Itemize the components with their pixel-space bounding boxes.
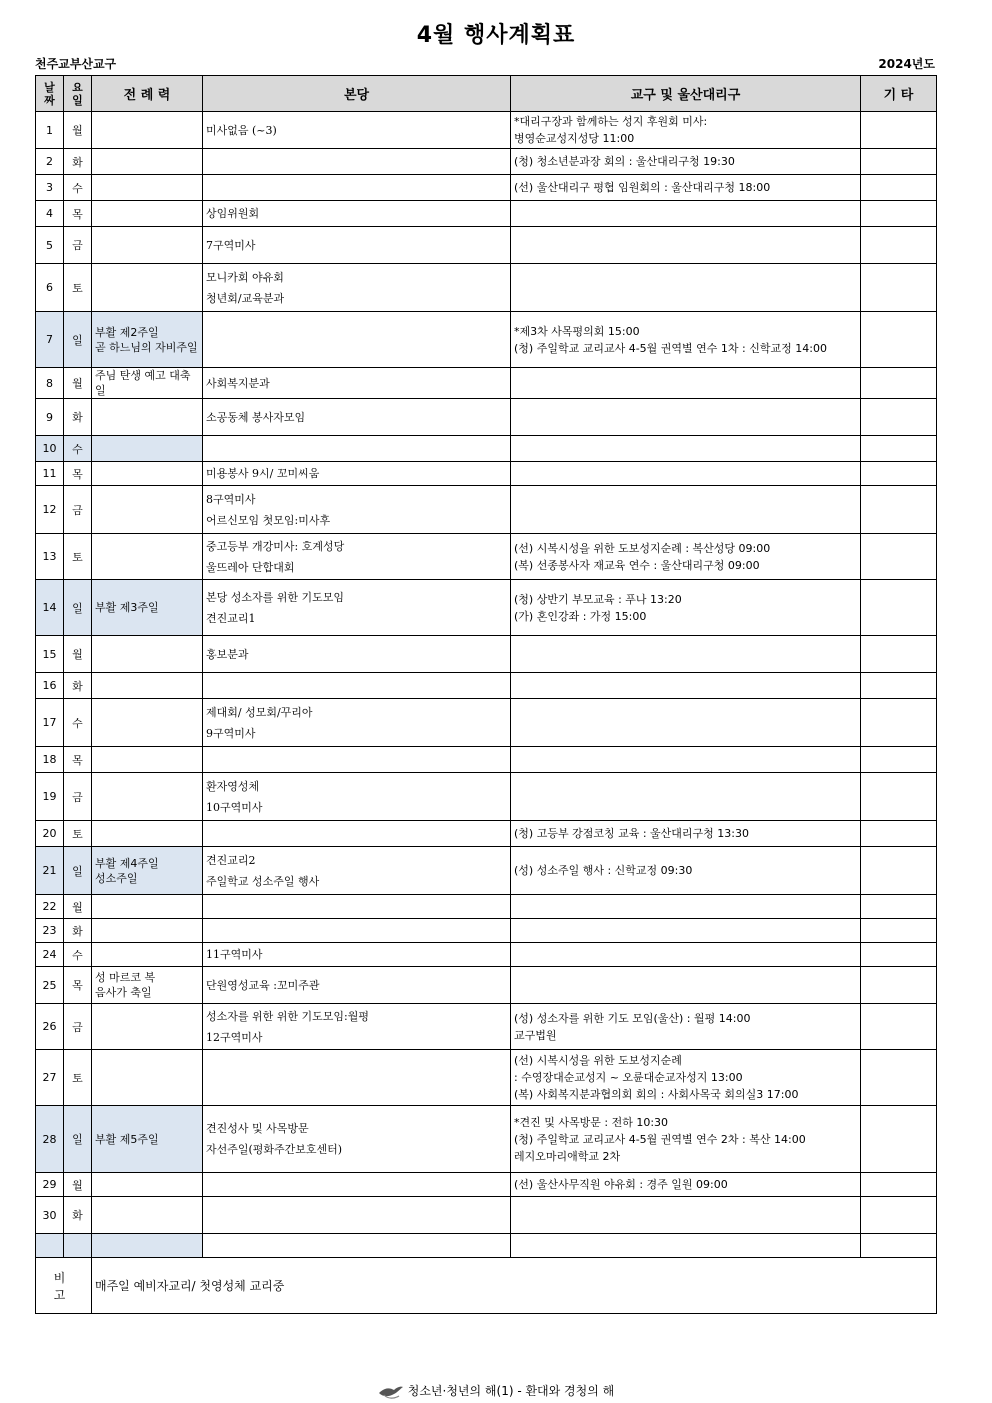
main-church-cell: 모니카회 야유회 청년회/교육분과	[203, 264, 511, 312]
day-cell: 30	[36, 1197, 64, 1234]
weekday-cell: 월	[64, 368, 92, 399]
note-label: 비 고	[36, 1258, 92, 1314]
main-church-cell	[203, 436, 511, 462]
day-cell: 8	[36, 368, 64, 399]
day-cell: 29	[36, 1173, 64, 1197]
diocese-cell	[511, 201, 861, 227]
liturgy-cell: 부활 제3주일	[92, 580, 203, 636]
diocese-cell: (성) 성소주일 행사 : 신학교정 09:30	[511, 847, 861, 895]
main-church-cell: 본당 성소자를 위한 기도모임 견진교리1	[203, 580, 511, 636]
liturgy-cell: 부활 제4주일 성소주일	[92, 847, 203, 895]
main-church-cell	[203, 895, 511, 919]
diocese-cell	[511, 919, 861, 943]
etc-cell	[861, 534, 937, 580]
etc-cell	[861, 919, 937, 943]
weekday-cell: 화	[64, 149, 92, 175]
day-cell: 6	[36, 264, 64, 312]
weekday-cell: 목	[64, 967, 92, 1004]
main-church-cell: 8구역미사 어르신모임 첫모임:미사후	[203, 486, 511, 534]
main-church-cell: 중고등부 개강미사: 호계성당 울뜨레아 단합대회	[203, 534, 511, 580]
liturgy-cell	[92, 636, 203, 673]
etc-cell	[861, 1173, 937, 1197]
schedule-row	[36, 919, 937, 943]
schedule-row	[36, 943, 937, 967]
schedule-row	[36, 895, 937, 919]
schedule-row	[36, 399, 937, 436]
main-church-cell: 미사없음 (~3)	[203, 112, 511, 149]
schedule-row	[36, 747, 937, 773]
main-church-cell: 사회복지분과	[203, 368, 511, 399]
main-church-cell: 7구역미사	[203, 227, 511, 264]
liturgy-cell	[92, 264, 203, 312]
etc-cell	[861, 486, 937, 534]
schedule-row	[36, 112, 937, 149]
schedule-row	[36, 312, 937, 368]
main-church-cell	[203, 312, 511, 368]
weekday-cell: 수	[64, 699, 92, 747]
main-church-cell: 견진성사 및 사목방문 자선주일(평화주간보호센터)	[203, 1106, 511, 1173]
etc-cell	[861, 1197, 937, 1234]
etc-cell	[861, 227, 937, 264]
weekday-cell: 목	[64, 462, 92, 486]
main-church-cell: 11구역미사	[203, 943, 511, 967]
liturgy-cell: 주님 탄생 예고 대축일	[92, 368, 203, 399]
weekday-cell: 화	[64, 399, 92, 436]
day-cell: 11	[36, 462, 64, 486]
main-church-cell	[203, 1197, 511, 1234]
diocese-cell	[511, 1197, 861, 1234]
main-church-cell	[203, 673, 511, 699]
day-cell: 27	[36, 1050, 64, 1106]
schedule-row	[36, 462, 937, 486]
day-cell: 24	[36, 943, 64, 967]
diocese-cell	[511, 227, 861, 264]
diocese-cell: (선) 시복시성을 위한 도보성지순례 : 수영장대순교성지 ~ 오륜대순교자성지 13:00 (복) 사회복지분과협의회 회의 : 사회사목국 회의실3 17:00	[511, 1050, 861, 1106]
liturgy-cell	[92, 747, 203, 773]
blank-cell	[36, 1234, 64, 1258]
liturgy-cell	[92, 112, 203, 149]
schedule-row	[36, 201, 937, 227]
liturgy-cell	[92, 895, 203, 919]
etc-cell	[861, 636, 937, 673]
liturgy-cell	[92, 699, 203, 747]
weekday-cell: 월	[64, 1173, 92, 1197]
schedule-row	[36, 699, 937, 747]
day-cell: 18	[36, 747, 64, 773]
diocese-cell	[511, 895, 861, 919]
weekday-cell: 금	[64, 1004, 92, 1050]
etc-cell	[861, 1106, 937, 1173]
diocese-cell: (청) 상반기 부모교육 : 푸나 13:20 (가) 혼인강좌 : 가정 15:00	[511, 580, 861, 636]
diocese-cell	[511, 462, 861, 486]
weekday-cell: 목	[64, 201, 92, 227]
etc-cell	[861, 747, 937, 773]
day-cell: 21	[36, 847, 64, 895]
main-church-cell	[203, 1173, 511, 1197]
weekday-cell: 월	[64, 636, 92, 673]
blank-cell	[511, 1234, 861, 1258]
day-cell: 26	[36, 1004, 64, 1050]
etc-cell	[861, 967, 937, 1004]
schedule-row	[36, 175, 937, 201]
day-cell: 20	[36, 821, 64, 847]
diocese-cell: *대리구장과 함께하는 성지 후원회 미사: 병영순교성지성당 11:00	[511, 112, 861, 149]
blank-cell	[92, 1234, 203, 1258]
diocese-cell	[511, 368, 861, 399]
schedule-row	[36, 368, 937, 399]
schedule-row	[36, 1197, 937, 1234]
main-church-cell	[203, 149, 511, 175]
main-church-cell	[203, 919, 511, 943]
etc-cell	[861, 264, 937, 312]
weekday-cell: 월	[64, 895, 92, 919]
liturgy-cell	[92, 1197, 203, 1234]
weekday-cell: 일	[64, 847, 92, 895]
liturgy-cell	[92, 1004, 203, 1050]
diocese-cell	[511, 264, 861, 312]
schedule-row	[36, 1173, 937, 1197]
main-church-cell: 미용봉사 9시/ 꼬미씨움	[203, 462, 511, 486]
liturgy-cell	[92, 436, 203, 462]
weekday-cell: 금	[64, 227, 92, 264]
col-day: 날 짜	[36, 76, 64, 112]
main-church-cell: 견진교리2 주일학교 성소주일 행사	[203, 847, 511, 895]
day-cell: 15	[36, 636, 64, 673]
weekday-cell: 금	[64, 773, 92, 821]
schedule-row	[36, 1050, 937, 1106]
diocese-cell	[511, 773, 861, 821]
etc-cell	[861, 175, 937, 201]
day-cell: 22	[36, 895, 64, 919]
note-text: 매주일 예비자교리/ 첫영성체 교리중	[92, 1258, 937, 1314]
etc-cell	[861, 1004, 937, 1050]
schedule-table	[35, 75, 937, 1314]
weekday-cell: 수	[64, 943, 92, 967]
weekday-cell: 금	[64, 486, 92, 534]
schedule-row	[36, 264, 937, 312]
day-cell: 17	[36, 699, 64, 747]
schedule-row	[36, 821, 937, 847]
weekday-cell: 수	[64, 175, 92, 201]
diocese-cell: (선) 울산사무직원 야유회 : 경주 일원 09:00	[511, 1173, 861, 1197]
main-church-cell	[203, 1050, 511, 1106]
liturgy-cell	[92, 175, 203, 201]
footer-text: 청소년·청년의 해(1) - 환대와 경청의 해	[407, 1384, 615, 1398]
weekday-cell: 일	[64, 312, 92, 368]
diocese-cell: (청) 고등부 강점코칭 교육 : 울산대리구청 13:30	[511, 821, 861, 847]
liturgy-cell: 성 마르코 복 음사가 축일	[92, 967, 203, 1004]
weekday-cell: 화	[64, 673, 92, 699]
liturgy-cell	[92, 201, 203, 227]
day-cell: 19	[36, 773, 64, 821]
diocese-cell: (성) 성소자를 위한 기도 모임(울산) : 월평 14:00 교구법원	[511, 1004, 861, 1050]
etc-cell	[861, 112, 937, 149]
liturgy-cell	[92, 943, 203, 967]
weekday-cell: 화	[64, 919, 92, 943]
page-title: 4월 행사계획표	[416, 23, 576, 48]
day-cell: 14	[36, 580, 64, 636]
weekday-cell: 월	[64, 112, 92, 149]
day-cell: 9	[36, 399, 64, 436]
diocese-cell: (선) 시복시성을 위한 도보성지순례 : 복산성당 09:00 (복) 선종봉사자 재교육 연수 : 울산대리구청 09:00	[511, 534, 861, 580]
liturgy-cell	[92, 1050, 203, 1106]
etc-cell	[861, 462, 937, 486]
etc-cell	[861, 673, 937, 699]
day-cell: 1	[36, 112, 64, 149]
schedule-row	[36, 1106, 937, 1173]
diocese-name: 천주교부산교구	[35, 57, 117, 71]
diocese-cell: *견진 및 사목방문 : 전하 10:30 (청) 주일학교 교리교사 4-5월 권역별 연수 2차 : 복산 14:00 레지오마리애학교 2차	[511, 1106, 861, 1173]
diocese-cell	[511, 673, 861, 699]
diocese-cell	[511, 747, 861, 773]
header-row	[36, 76, 937, 112]
col-main-church: 본당	[203, 76, 511, 112]
liturgy-cell	[92, 399, 203, 436]
main-church-cell	[203, 747, 511, 773]
main-church-cell: 성소자를 위한 위한 기도모임:월평 12구역미사	[203, 1004, 511, 1050]
weekday-cell: 일	[64, 1106, 92, 1173]
etc-cell	[861, 821, 937, 847]
schedule-row	[36, 967, 937, 1004]
diocese-cell: (선) 울산대리구 평협 임원회의 : 울산대리구청 18:00	[511, 175, 861, 201]
liturgy-cell	[92, 773, 203, 821]
etc-cell	[861, 699, 937, 747]
day-cell: 2	[36, 149, 64, 175]
etc-cell	[861, 149, 937, 175]
schedule-row	[36, 636, 937, 673]
main-church-cell	[203, 175, 511, 201]
blank-cell	[203, 1234, 511, 1258]
schedule-row	[36, 534, 937, 580]
main-church-cell: 제대회/ 성모회/꾸리아 9구역미사	[203, 699, 511, 747]
etc-cell	[861, 368, 937, 399]
etc-cell	[861, 436, 937, 462]
col-diocese: 교구 및 울산대리구	[511, 76, 861, 112]
day-cell: 28	[36, 1106, 64, 1173]
diocese-cell	[511, 436, 861, 462]
diocese-cell	[511, 699, 861, 747]
weekday-cell: 수	[64, 436, 92, 462]
schedule-row	[36, 773, 937, 821]
weekday-cell: 화	[64, 1197, 92, 1234]
diocese-cell	[511, 486, 861, 534]
col-etc: 기 타	[861, 76, 937, 112]
day-cell: 25	[36, 967, 64, 1004]
etc-cell	[861, 847, 937, 895]
note-row	[36, 1258, 937, 1314]
weekday-cell: 토	[64, 264, 92, 312]
weekday-cell: 토	[64, 821, 92, 847]
main-church-cell: 소공동체 봉사자모임	[203, 399, 511, 436]
weekday-cell: 목	[64, 747, 92, 773]
liturgy-cell	[92, 462, 203, 486]
diocese-cell: (청) 청소년분과장 회의 : 울산대리구청 19:30	[511, 149, 861, 175]
main-church-cell: 단원영성교육 :꼬미주관	[203, 967, 511, 1004]
liturgy-cell	[92, 486, 203, 534]
liturgy-cell	[92, 149, 203, 175]
liturgy-cell: 부활 제2주일 곧 하느님의 자비주일	[92, 312, 203, 368]
col-weekday: 요 일	[64, 76, 92, 112]
etc-cell	[861, 943, 937, 967]
diocese-cell: *제3차 사목평의회 15:00 (청) 주일학교 교리교사 4-5월 권역별 연수 1차 : 신학교정 14:00	[511, 312, 861, 368]
etc-cell	[861, 773, 937, 821]
diocese-cell	[511, 943, 861, 967]
year-label: 2024년도	[878, 57, 935, 71]
day-cell: 16	[36, 673, 64, 699]
etc-cell	[861, 1050, 937, 1106]
liturgy-cell	[92, 534, 203, 580]
liturgy-cell	[92, 227, 203, 264]
schedule-row	[36, 486, 937, 534]
blank-cell	[64, 1234, 92, 1258]
weekday-cell: 토	[64, 534, 92, 580]
day-cell: 12	[36, 486, 64, 534]
blank-row	[36, 1234, 937, 1258]
etc-cell	[861, 580, 937, 636]
etc-cell	[861, 201, 937, 227]
schedule-row	[36, 149, 937, 175]
blank-cell	[861, 1234, 937, 1258]
main-church-cell: 상임위원회	[203, 201, 511, 227]
schedule-row	[36, 673, 937, 699]
day-cell: 5	[36, 227, 64, 264]
footer	[0, 1382, 992, 1400]
schedule-row	[36, 1004, 937, 1050]
schedule-row	[36, 580, 937, 636]
main-church-cell: 환자영성체 10구역미사	[203, 773, 511, 821]
etc-cell	[861, 312, 937, 368]
day-cell: 10	[36, 436, 64, 462]
liturgy-cell	[92, 673, 203, 699]
weekday-cell: 토	[64, 1050, 92, 1106]
day-cell: 7	[36, 312, 64, 368]
diocese-cell	[511, 399, 861, 436]
liturgy-cell: 부활 제5주일	[92, 1106, 203, 1173]
schedule-row	[36, 436, 937, 462]
day-cell: 3	[36, 175, 64, 201]
weekday-cell: 일	[64, 580, 92, 636]
liturgy-cell	[92, 1173, 203, 1197]
day-cell: 23	[36, 919, 64, 943]
day-cell: 4	[36, 201, 64, 227]
etc-cell	[861, 399, 937, 436]
col-liturgy: 전 례 력	[92, 76, 203, 112]
main-church-cell	[203, 821, 511, 847]
liturgy-cell	[92, 919, 203, 943]
schedule-row	[36, 847, 937, 895]
etc-cell	[861, 895, 937, 919]
day-cell: 13	[36, 534, 64, 580]
liturgy-cell	[92, 821, 203, 847]
diocese-cell	[511, 636, 861, 673]
diocese-cell	[511, 967, 861, 1004]
dove-logo-icon	[378, 1384, 404, 1400]
schedule-row	[36, 227, 937, 264]
main-church-cell: 홍보분과	[203, 636, 511, 673]
